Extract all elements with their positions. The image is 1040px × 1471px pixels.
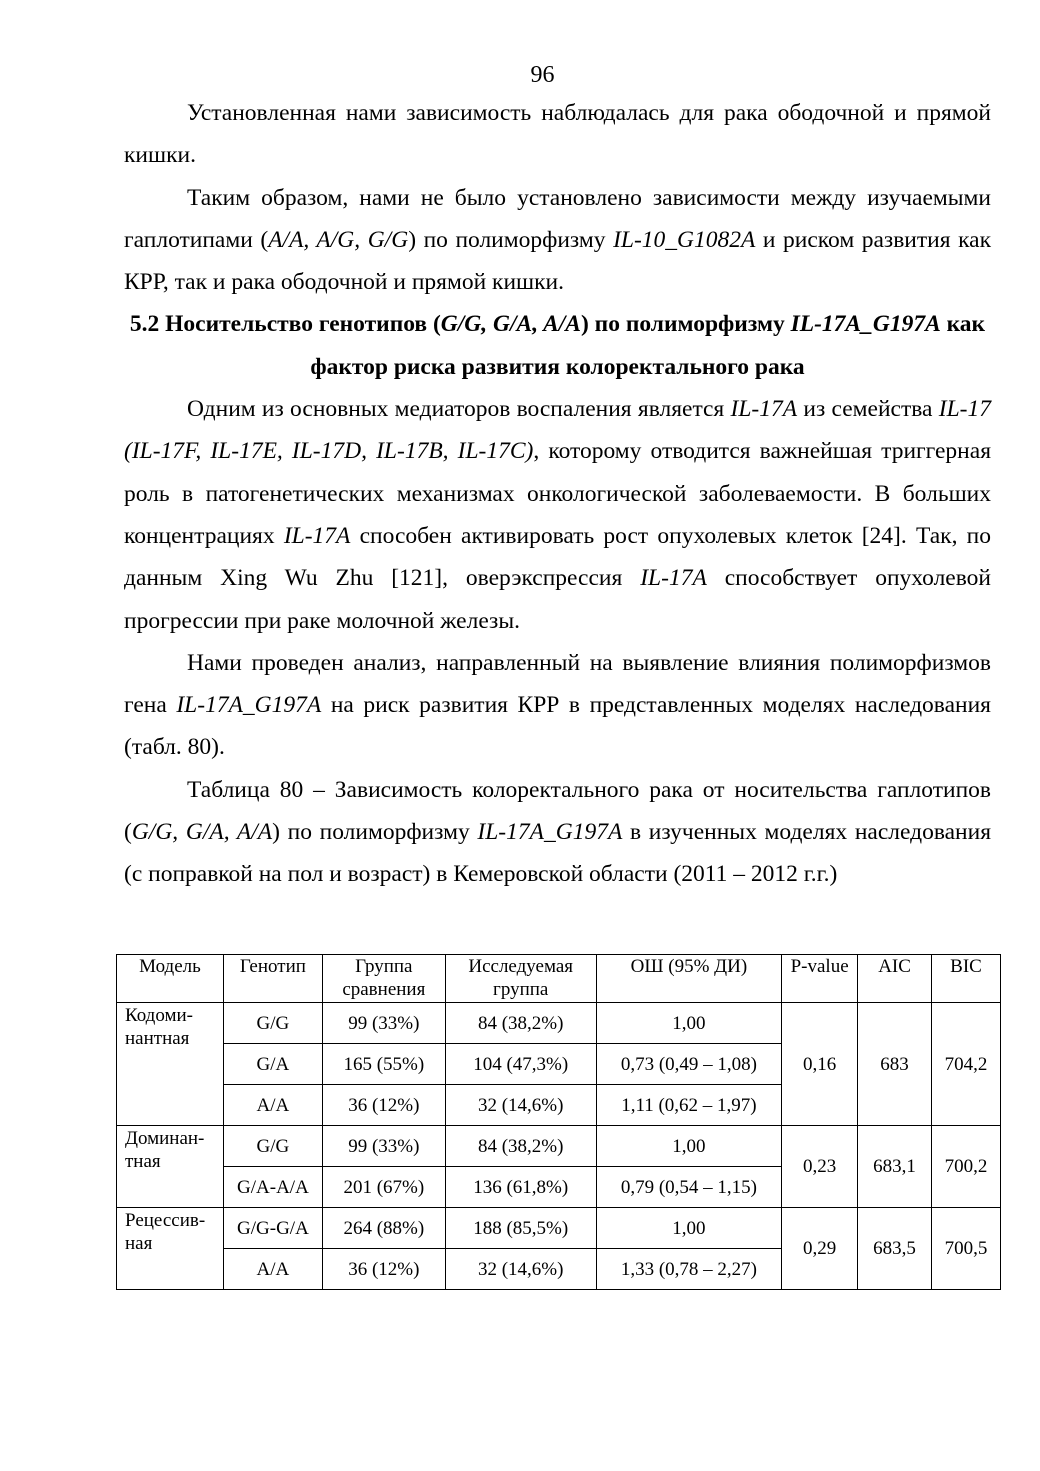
comparison-cell: 36 (12%) <box>322 1249 445 1290</box>
bic-cell: 700,2 <box>932 1126 1001 1208</box>
odds-ratio-cell: 0,73 (0,49 – 1,08) <box>596 1044 782 1085</box>
comparison-cell: 36 (12%) <box>322 1085 445 1126</box>
header-bic: BIC <box>932 955 1001 1003</box>
study-cell: 188 (85,5%) <box>445 1208 596 1249</box>
comparison-cell: 99 (33%) <box>322 1126 445 1167</box>
aic-cell: 683 <box>858 1003 932 1126</box>
results-table <box>116 954 1001 1290</box>
study-cell: 32 (14,6%) <box>445 1249 596 1290</box>
table-row <box>117 1208 1001 1249</box>
model-cell: Рецессив-ная <box>117 1208 224 1290</box>
header-study-group: Исследуемая группа <box>445 955 596 1003</box>
study-cell: 32 (14,6%) <box>445 1085 596 1126</box>
comparison-cell: 264 (88%) <box>322 1208 445 1249</box>
odds-ratio-cell: 1,11 (0,62 – 1,97) <box>596 1085 782 1126</box>
paragraph-3: Одним из основных медиаторов воспаления является IL-17A из семейства IL-17 (IL-17F, IL-17E, IL-17D, IL-17B, IL-17C), которому отводится важнейшая триггерная роль в патогенетических механизмах онкологической заболеваемости. В больших концентрациях IL-17A способен активировать рост опухолевых клеток [24]. Так, по данным Xing Wu Zhu [121], оверэкспрессия IL-17A способствует опухолевой прогрессии при раке молочной железы. <box>124 396 991 634</box>
comparison-cell: 201 (67%) <box>322 1167 445 1208</box>
genotype-cell: G/A <box>223 1044 322 1085</box>
section-heading: 5.2 Носительство генотипов (G/G, G/A, A/A) по полиморфизму IL-17A_G197A как фактор риска развития колоректального рака <box>129 311 986 380</box>
document-body <box>124 92 991 896</box>
model-cell: Доминан-тная <box>117 1126 224 1208</box>
table-row <box>117 1126 1001 1167</box>
header-genotype: Генотип <box>223 955 322 1003</box>
genotype-cell: G/G-G/A <box>223 1208 322 1249</box>
table-header-row <box>117 955 1001 1003</box>
header-odds-ratio: ОШ (95% ДИ) <box>596 955 782 1003</box>
header-model: Модель <box>117 955 224 1003</box>
genotype-cell: G/G <box>223 1003 322 1044</box>
p-value-cell: 0,29 <box>782 1208 858 1290</box>
table-row <box>117 1003 1001 1044</box>
study-cell: 136 (61,8%) <box>445 1167 596 1208</box>
genotype-cell: A/A <box>223 1249 322 1290</box>
study-cell: 104 (47,3%) <box>445 1044 596 1085</box>
study-cell: 84 (38,2%) <box>445 1126 596 1167</box>
odds-ratio-cell: 1,00 <box>596 1126 782 1167</box>
odds-ratio-cell: 1,00 <box>596 1003 782 1044</box>
odds-ratio-cell: 0,79 (0,54 – 1,15) <box>596 1167 782 1208</box>
table-caption: Таблица 80 – Зависимость колоректального рака от носительства гаплотипов (G/G, G/A, A/A) по полиморфизму IL-17A_G197A в изученных моделях наследования (с поправкой на пол и возраст) в Кемеровской области (2011 – 2012 г.г.) <box>124 776 992 888</box>
odds-ratio-cell: 1,33 (0,78 – 2,27) <box>596 1249 782 1290</box>
p-value-cell: 0,16 <box>782 1003 858 1126</box>
genotype-cell: G/G <box>223 1126 322 1167</box>
comparison-cell: 165 (55%) <box>322 1044 445 1085</box>
paragraph-2: Таким образом, нами не было установлено зависимости между изучаемыми гаплотипами (A/A, A/G, G/G) по полиморфизму IL-10_G1082A и риском развития как КРР, так и рака ободочной и прямой кишки. <box>124 184 991 296</box>
p-value-cell: 0,23 <box>782 1126 858 1208</box>
header-aic: AIC <box>858 955 932 1003</box>
genotype-cell: A/A <box>223 1085 322 1126</box>
paragraph-1: Установленная нами зависимость наблюдалась для рака ободочной и прямой кишки. <box>124 100 991 169</box>
aic-cell: 683,5 <box>858 1208 932 1290</box>
page-number: 96 <box>530 62 555 88</box>
model-cell: Кодоми-нантная <box>117 1003 224 1126</box>
genotype-cell: G/A-A/A <box>223 1167 322 1208</box>
comparison-cell: 99 (33%) <box>322 1003 445 1044</box>
study-cell: 84 (38,2%) <box>445 1003 596 1044</box>
header-p-value: P-value <box>782 955 858 1003</box>
odds-ratio-cell: 1,00 <box>596 1208 782 1249</box>
paragraph-4: Нами проведен анализ, направленный на выявление влияния полиморфизмов гена IL-17A_G197A на риск развития КРР в представленных моделях наследования (табл. 80). <box>124 649 991 761</box>
bic-cell: 700,5 <box>932 1208 1001 1290</box>
aic-cell: 683,1 <box>858 1126 932 1208</box>
header-comparison-group: Группа сравнения <box>322 955 445 1003</box>
bic-cell: 704,2 <box>932 1003 1001 1126</box>
